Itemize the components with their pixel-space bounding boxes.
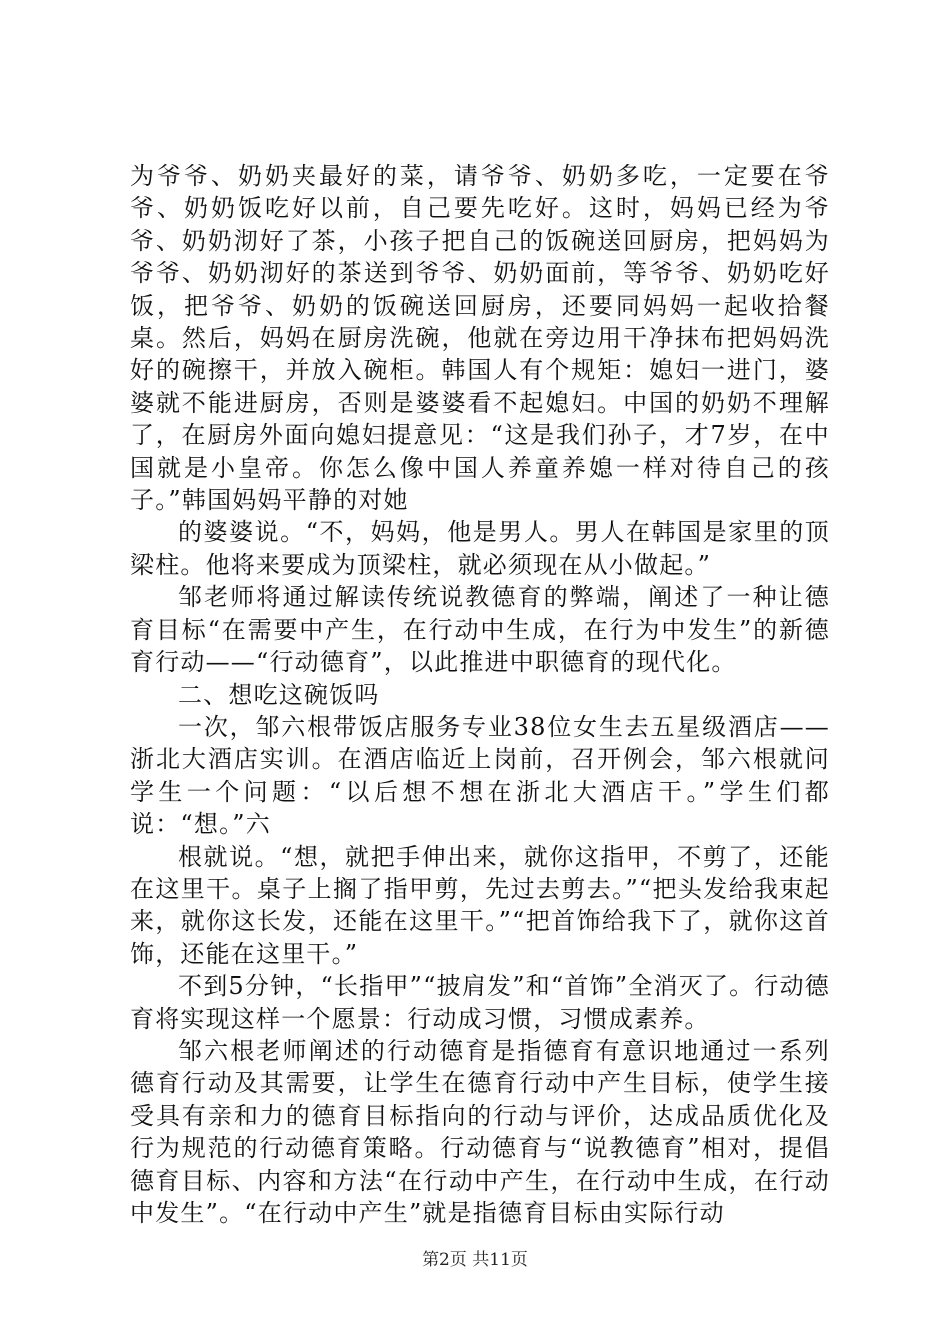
paragraph-hotel-training: 一次，邹六根带饭店服务专业38位女生去五星级酒店——浙北大酒店实训。在酒店临近上岗前，召开例会，邹六根就问学生一个问题：“以后想不想在浙北大酒店干。”学生们都说：“想。”六 [130,712,830,839]
paragraph-result: 不到5分钟，“长指甲”“披肩发”和“首饰”全消灭了。行动德育将实现这样一个愿景：行动成习惯，习惯成素养。 [130,972,830,1033]
body-text [130,160,830,1229]
section-heading: 二、想吃这碗饭吗 [178,680,380,709]
paragraph-continuation: 为爷爷、奶奶夹最好的菜，请爷爷、奶奶多吃，一定要在爷爷、奶奶饭吃好以前，自己要先吃好。这时，妈妈已经为爷爷、奶奶沏好了茶，小孩子把自己的饭碗送回厨房，把妈妈为爷爷、奶奶沏好的茶送到爷爷、奶奶面前，等爷爷、奶奶吃好饭，把爷爷、奶奶的饭碗送回厨房，还要同妈妈一起收拾餐桌。然后，妈妈在厨房洗碗，他就在旁边用干净抹布把妈妈洗好的碗擦干，并放入碗柜。韩国人有个规矩：媳妇一进门，婆婆就不能进厨房，否则是婆婆看不起媳妇。中国的奶奶不理解了，在厨房外面向媳妇提意见：“这是我们孙子，才7岁，在中国就是小皇帝。你怎么像中国人养童养媳一样对待自己的孩子。”韩国妈妈平静的对她 [130,162,830,515]
page-number-footer: 第2页 共11页 [422,1250,528,1270]
paragraph-definition: 邹六根老师阐述的行动德育是指德育有意识地通过一系列德育行动及其需要，让学生在德育行动中产生目标，使学生接受具有亲和力的德育目标指向的行动与评价，达成品质优化及行为规范的行动德育策略。行动德育与“说教德育”相对，提倡德育目标、内容和方法“在行动中产生，在行动中生成，在行动中发生”。“在行动中产生”就是指德育目标由实际行动 [130,1036,830,1227]
paragraph-teacher-speech: 根就说。“想，就把手伸出来，就你这指甲，不剪了，还能在这里干。桌子上搁了指甲剪，先过去剪去。”“把头发给我束起来，就你这长发，还能在这里干。”“把首饰给我下了，就你这首饰，还能在这里干。” [130,842,830,968]
paragraph-action-education-intro: 邹老师将通过解读传统说教德育的弊端，阐述了一种让德育目标“在需要中产生，在行动中生成，在行为中发生”的新德育行动——“行动德育”，以此推进中职德育的现代化。 [130,583,830,677]
paragraph-mother-reply: 的婆婆说。“不，妈妈，他是男人。男人在韩国是家里的顶梁柱。他将来要成为顶梁柱，就必须现在从小做起。” [130,518,830,579]
